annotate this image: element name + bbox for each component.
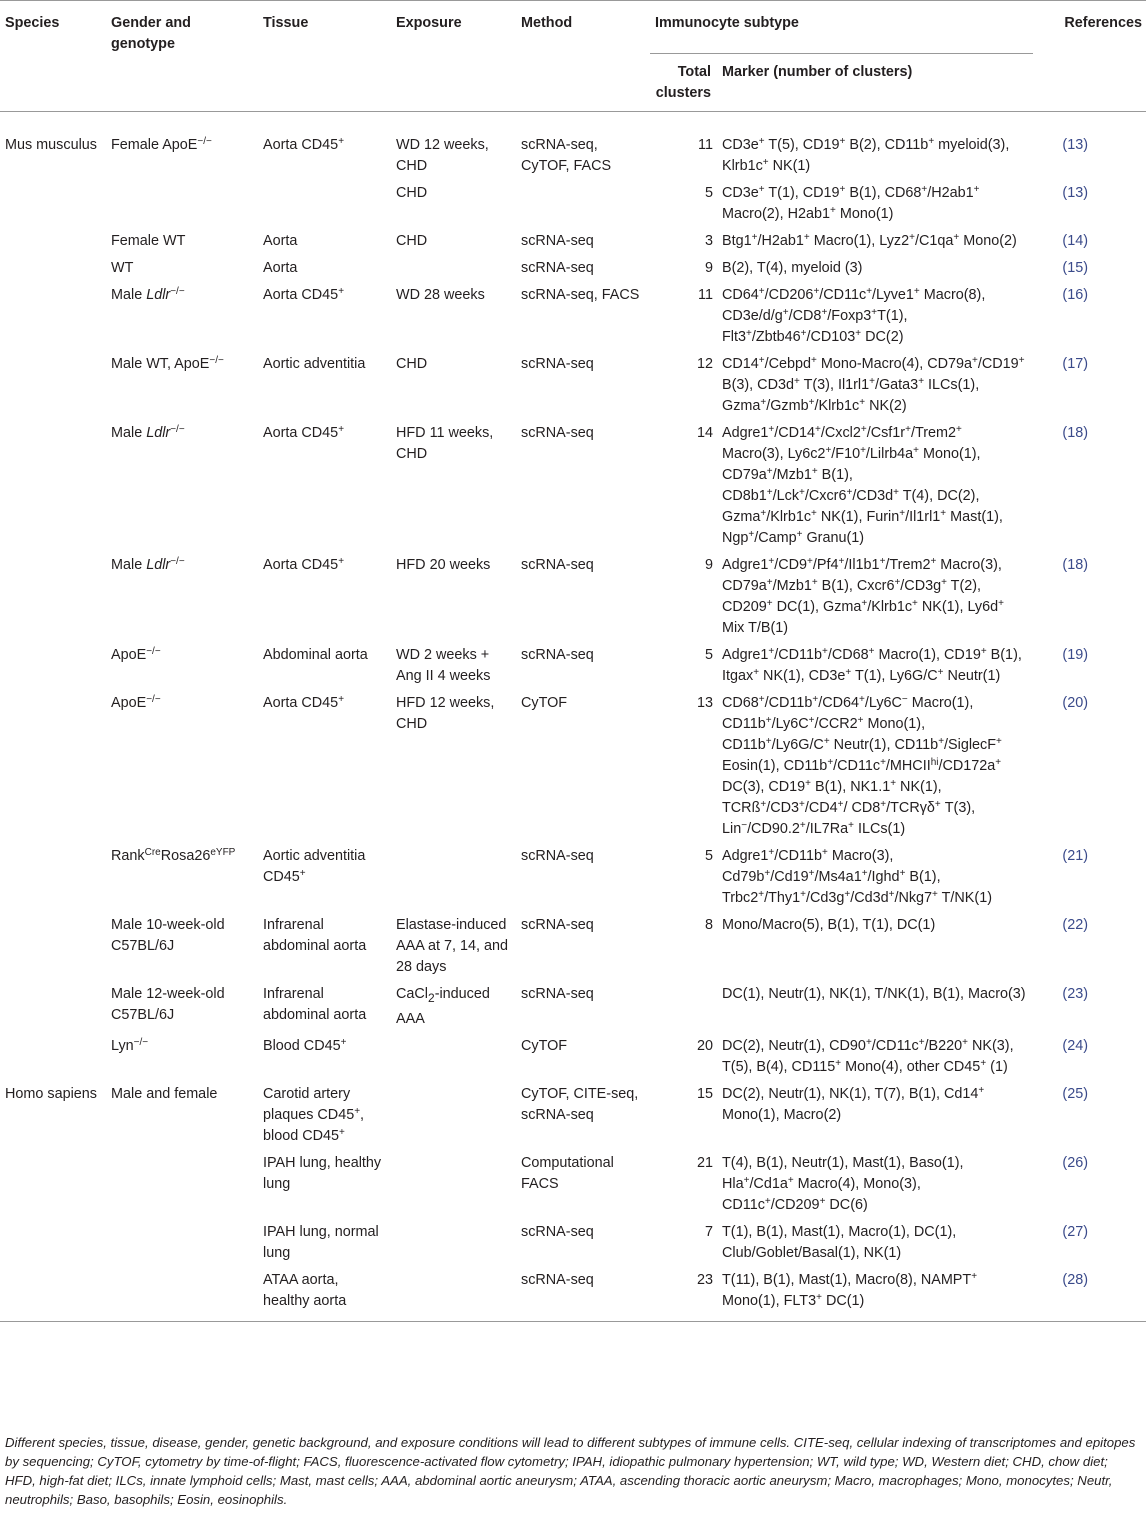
table-row <box>0 1270 1146 1322</box>
cell-marker: DC(1), Neutr(1), NK(1), T/NK(1), B(1), Macro(3) <box>722 986 1026 1002</box>
cell-marker: CD14+/Cebpd+ Mono-Macro(4), CD79a+/CD19+ B(3), CD3d+ T(3), Il1rl1+/Gata3+ ILCs(1), Gzma+/Gzmb+/Klrb1c+ NK(2) <box>722 355 1025 414</box>
cell-reference[interactable]: (21) <box>1062 848 1088 864</box>
cell-exposure: CHD <box>396 233 428 249</box>
cell-marker: CD64+/CD206+/CD11c+/Lyve1+ Macro(8), CD3e/d/g+/CD8+/Foxp3+T(1), Flt3+/Zbtb46+/CD103+ DC(2) <box>722 286 986 345</box>
cell-gender-genotype: Male Ldlr−/− <box>111 286 185 303</box>
table-row <box>0 846 1146 915</box>
cell-method: scRNA-seq <box>521 647 594 663</box>
cell-method: scRNA-seq <box>516 1270 650 1322</box>
table-row <box>0 1153 1146 1222</box>
cell-marker: Adgre1+/CD11b+/CD68+ Macro(1), CD19+ B(1), Itgax+ NK(1), CD3e+ T(1), Ly6G/C+ Neutr(1) <box>722 646 1022 684</box>
cell-marker: Mono/Macro(5), B(1), T(1), DC(1) <box>722 917 936 933</box>
cell-species <box>0 1036 106 1084</box>
header-tissue: Tissue <box>258 1 391 112</box>
table-row <box>0 423 1146 555</box>
table-row <box>0 285 1146 354</box>
cell-total-clusters: 20 <box>696 1037 713 1054</box>
cell-gender-genotype: $Rank^{Cre}Rosa26^{eYFP}$ <box>111 847 236 864</box>
cell-tissue: Carotid artery plaques CD45+, blood CD45+ <box>263 1085 365 1144</box>
cell-marker: DC(2), Neutr(1), CD90+/CD11c+/B220+ NK(3), T(5), B(4), CD115+ Mono(4), other CD45+ (1) <box>722 1036 1014 1075</box>
cell-gender-genotype: Lyn−/− <box>111 1036 149 1054</box>
cell-species: Mus musculus <box>5 137 97 153</box>
cell-method: Computational FACS <box>521 1154 614 1192</box>
cell-total-clusters: 11 <box>698 287 713 303</box>
cell-species <box>0 183 106 231</box>
cell-total-clusters: 5 <box>704 848 713 864</box>
cell-species: Homo sapiens <box>5 1085 97 1102</box>
cell-tissue: Aorta <box>263 260 298 276</box>
cell-tissue: Aortic adventitia CD45+ <box>263 848 366 885</box>
cell-marker: CD3e+ T(1), CD19+ B(1), CD68+/H2ab1+ Macro(2), H2ab1+ Mono(1) <box>722 184 980 222</box>
cell-species <box>0 1222 106 1270</box>
cell-reference[interactable]: (18) <box>1062 557 1088 573</box>
cell-exposure: Elastase-induced AAA at 7, 14, and 28 days <box>396 917 509 975</box>
cell-exposure: HFD 20 weeks <box>396 557 491 573</box>
table-row <box>0 258 1146 285</box>
table-row <box>0 112 1146 184</box>
cell-gender-genotype: Male Ldlr−/− <box>111 556 185 573</box>
table-row <box>0 354 1146 423</box>
cell-tissue: Aorta CD45+ <box>263 694 345 711</box>
cell-reference[interactable]: (15) <box>1062 260 1088 276</box>
cell-total-clusters: 11 <box>698 137 713 153</box>
table-row <box>0 693 1146 846</box>
table-row <box>0 231 1146 258</box>
cell-total-clusters: 13 <box>696 695 713 711</box>
header-references: References <box>1033 1 1146 112</box>
cell-marker: T(11), B(1), Mast(1), Macro(8), NAMPT+ Mono(1), FLT3+ DC(1) <box>717 1270 1033 1322</box>
cell-reference[interactable]: (16) <box>1062 287 1088 303</box>
cell-method: CyTOF <box>521 695 568 711</box>
cell-total-clusters: 7 <box>704 1223 713 1240</box>
cell-tissue: Aorta CD45+ <box>263 136 345 153</box>
cell-gender-genotype: ApoE−/− <box>111 694 161 711</box>
cell-total-clusters: 23 <box>650 1270 717 1322</box>
cell-total-clusters: 5 <box>704 185 713 201</box>
cell-exposure: CaCl$_2$-induced AAA <box>396 986 490 1027</box>
cell-marker: Btg1+/H2ab1+ Macro(1), Lyz2+/C1qa+ Mono(2) <box>722 232 1017 249</box>
cell-tissue <box>258 183 391 231</box>
header-exposure: Exposure <box>391 1 516 112</box>
cell-exposure <box>391 1084 516 1153</box>
cell-total-clusters: 21 <box>696 1154 713 1171</box>
cell-exposure: WD 28 weeks <box>396 287 485 303</box>
cell-exposure: CHD <box>396 356 428 372</box>
cell-tissue: Abdominal aorta <box>263 647 368 663</box>
cell-method: scRNA-seq <box>521 1223 594 1240</box>
table-row <box>0 984 1146 1036</box>
cell-tissue: Aorta CD45+ <box>263 424 345 441</box>
cell-tissue: Aorta CD45+ <box>263 286 345 303</box>
table-row <box>0 1036 1146 1084</box>
cell-exposure: HFD 12 weeks, CHD <box>396 695 495 732</box>
cell-reference[interactable]: (27) <box>1062 1223 1088 1240</box>
cell-method: scRNA-seq <box>521 557 594 573</box>
cell-gender-genotype: WT <box>111 260 134 276</box>
cell-marker: Adgre1+/CD9+/Pf4+/Il1b1+/Trem2+ Macro(3), CD79a+/Mzb1+ B(1), Cxcr6+/CD3g+ T(2), CD209+ DC(1), Gzma+/Klrb1c+ NK(1), Ly6d+ Mix T/B(1) <box>722 556 1004 636</box>
table-footnote: Different species, tissue, disease, gender, genetic background, and exposure conditions will lead to different subtypes of immune cells. CITE-seq, cellular indexing of transcriptomes and epitopes by sequencing; CyTOF, cytometry by time-of-flight; FACS, fluorescence-activated flow cytometry; IPAH, idiopathic pulmonary hypertension; WT, wild type; WD, Western diet; CHD, chow diet; HFD, high-fat diet; ILCs, innate lymphoid cells; Mast, mast cells; AAA, abdominal aortic aneurysm; ATAA, ascending thoracic aortic aneurysm; Macro, macrophages; Mono, monocytes; Neutr, neutrophils; Baso, basophils; Eosin, eosinophils. <box>5 1435 1136 1507</box>
cell-total-clusters: 9 <box>704 557 713 573</box>
cell-reference[interactable]: (14) <box>1062 233 1088 249</box>
header-gender-genotype: Gender and genotype <box>106 1 258 112</box>
cell-gender-genotype: Male and female <box>111 1085 218 1102</box>
cell-species <box>0 285 106 354</box>
cell-species <box>0 693 106 846</box>
header-method: Method <box>516 1 650 112</box>
cell-method: CyTOF <box>521 1037 568 1054</box>
cell-total-clusters: 9 <box>704 260 713 276</box>
cell-method: CyTOF, CITE-seq, scRNA-seq <box>521 1085 639 1123</box>
table-row <box>0 1084 1146 1153</box>
cell-reference[interactable]: (26) <box>1062 1154 1088 1171</box>
cell-gender-genotype: Male WT, ApoE−/− <box>111 355 224 372</box>
header-marker: Marker (number of clusters) <box>717 54 1033 112</box>
cell-method: scRNA-seq <box>521 260 594 276</box>
cell-marker: Adgre1+/CD11b+ Macro(3), Cd79b+/Cd19+/Ms4a1+/Ighd+ B(1), Trbc2+/Thy1+/Cd3g+/Cd3d+/Nkg7+ T/NK(1) <box>722 847 992 906</box>
header-immunocyte-subtype: Immunocyte subtype <box>650 1 1033 54</box>
cell-marker: DC(2), Neutr(1), NK(1), T(7), B(1), Cd14+ Mono(1), Macro(2) <box>722 1084 985 1123</box>
cell-exposure <box>391 1222 516 1270</box>
cell-species <box>0 846 106 915</box>
cell-total-clusters: 12 <box>696 356 713 372</box>
cell-exposure: WD 2 weeks + Ang II 4 weeks <box>396 647 491 684</box>
cell-total-clusters: 8 <box>704 917 713 933</box>
cell-species <box>0 555 106 645</box>
cell-total-clusters <box>650 984 717 1036</box>
cell-marker: B(2), T(4), myeloid (3) <box>722 260 863 276</box>
cell-species <box>0 258 106 285</box>
cell-species <box>0 1153 106 1222</box>
table-header <box>0 1 1146 112</box>
cell-exposure: WD 12 weeks, CHD <box>396 137 489 174</box>
cell-reference[interactable]: (19) <box>1062 647 1088 663</box>
cell-total-clusters: 3 <box>704 233 713 249</box>
cell-reference[interactable]: (13) <box>1062 137 1088 153</box>
cell-gender-genotype: Male 10-week-old C57BL/6J <box>111 917 225 954</box>
cell-exposure: HFD 11 weeks, CHD <box>396 425 494 462</box>
cell-exposure <box>391 846 516 915</box>
cell-reference[interactable]: (17) <box>1062 356 1088 372</box>
cell-total-clusters: 14 <box>696 425 713 441</box>
cell-gender-genotype: Male 12-week-old C57BL/6J <box>111 986 225 1023</box>
cell-marker: CD68+/CD11b+/CD64+/Ly6C− Macro(1), CD11b+/Ly6C+/CCR2+ Mono(1), CD11b+/Ly6G/C+ Neutr(1), CD11b+/SiglecF+ Eosin(1), $CD11b^+/CD11c^+/MHCII^{hi}/CD172a^+$ DC(3), CD19+ B(1), NK1.1+ NK(1), TCRß+/CD3+/CD4+/ CD8+/TCRγδ+ T(3), Lin−/CD90.2+/IL7Ra+ ILCs(1) <box>722 694 1002 837</box>
cell-species <box>0 423 106 555</box>
cell-method: scRNA-seq <box>521 425 594 441</box>
cell-method: scRNA-seq, CyTOF, FACS <box>521 137 612 174</box>
cell-method: scRNA-seq <box>521 233 594 249</box>
cell-tissue: Infrarenal abdominal aorta <box>263 917 367 954</box>
cell-exposure <box>391 258 516 285</box>
table-body <box>0 112 1146 1322</box>
table-row <box>0 555 1146 645</box>
cell-marker: Adgre1+/CD14+/Cxcl2+/Csf1r+/Trem2+ Macro(3), Ly6c2+/F10+/Lilrb4a+ Mono(1), CD79a+/Mzb1+ B(1), CD8b1+/Lck+/Cxcr6+/CD3d+ T(4), DC(2), Gzma+/Klrb1c+ NK(1), Furin+/Il1rl1+ Mast(1), Ngp+/Camp+ Granu(1) <box>722 424 1003 546</box>
cell-method: scRNA-seq, FACS <box>521 287 640 303</box>
cell-exposure <box>391 1270 516 1322</box>
cell-species <box>0 354 106 423</box>
table-row <box>0 1222 1146 1270</box>
table-row <box>0 915 1146 984</box>
cell-reference[interactable]: (18) <box>1062 425 1088 441</box>
cell-species <box>0 984 106 1036</box>
cell-gender-genotype: Female ApoE−/− <box>111 136 212 153</box>
cell-tissue: Blood CD45+ <box>263 1036 347 1054</box>
cell-reference[interactable]: (22) <box>1062 917 1088 933</box>
cell-tissue: Aorta CD45+ <box>263 556 345 573</box>
cell-species <box>0 915 106 984</box>
cell-species <box>0 645 106 693</box>
cell-gender-genotype <box>106 1222 258 1270</box>
cell-total-clusters: 5 <box>704 647 713 663</box>
cell-reference[interactable]: (25) <box>1062 1085 1088 1102</box>
cell-tissue: IPAH lung, healthy lung <box>263 1154 382 1192</box>
cell-exposure <box>391 1036 516 1084</box>
cell-marker: T(4), B(1), Neutr(1), Mast(1), Baso(1), Hla+/Cd1a+ Macro(4), Mono(3), CD11c+/CD209+ DC(6) <box>722 1154 964 1213</box>
table-row <box>0 645 1146 693</box>
cell-tissue: Aortic adventitia <box>263 356 366 372</box>
cell-reference[interactable]: (20) <box>1062 695 1088 711</box>
cell-gender-genotype: Female WT <box>111 233 186 249</box>
cell-marker: T(1), B(1), Mast(1), Macro(1), DC(1), Club/Goblet/Basal(1), NK(1) <box>722 1223 957 1261</box>
cell-method: scRNA-seq <box>521 848 594 864</box>
cell-method: scRNA-seq <box>521 917 594 933</box>
cell-reference[interactable]: (23) <box>1062 986 1088 1002</box>
cell-tissue: Infrarenal abdominal aorta <box>263 986 367 1023</box>
cell-reference[interactable]: (28) <box>1033 1270 1146 1322</box>
cell-method <box>516 183 650 231</box>
cell-gender-genotype <box>106 1270 258 1322</box>
cell-method: scRNA-seq <box>521 986 594 1002</box>
cell-exposure <box>391 1153 516 1222</box>
cell-tissue: ATAA aorta, healthy aorta <box>258 1270 391 1322</box>
cell-gender-genotype <box>106 1153 258 1222</box>
cell-gender-genotype: ApoE−/− <box>111 646 161 663</box>
cell-gender-genotype: Male Ldlr−/− <box>111 424 185 441</box>
table-row <box>0 183 1146 231</box>
cell-gender-genotype <box>106 183 258 231</box>
cell-exposure: CHD <box>396 185 428 201</box>
header-species: Species <box>0 1 106 112</box>
header-total-clusters: Total clusters <box>650 54 717 112</box>
cell-reference[interactable]: (13) <box>1062 185 1088 201</box>
cell-tissue: IPAH lung, normal lung <box>263 1223 379 1261</box>
cell-method: scRNA-seq <box>521 356 594 372</box>
cell-species <box>0 231 106 258</box>
cell-marker: CD3e+ T(5), CD19+ B(2), CD11b+ myeloid(3), Klrb1c+ NK(1) <box>722 136 1010 174</box>
cell-tissue: Aorta <box>263 233 298 249</box>
cell-reference[interactable]: (24) <box>1062 1037 1088 1054</box>
cell-species <box>0 1270 106 1322</box>
cell-total-clusters: 15 <box>696 1085 713 1102</box>
